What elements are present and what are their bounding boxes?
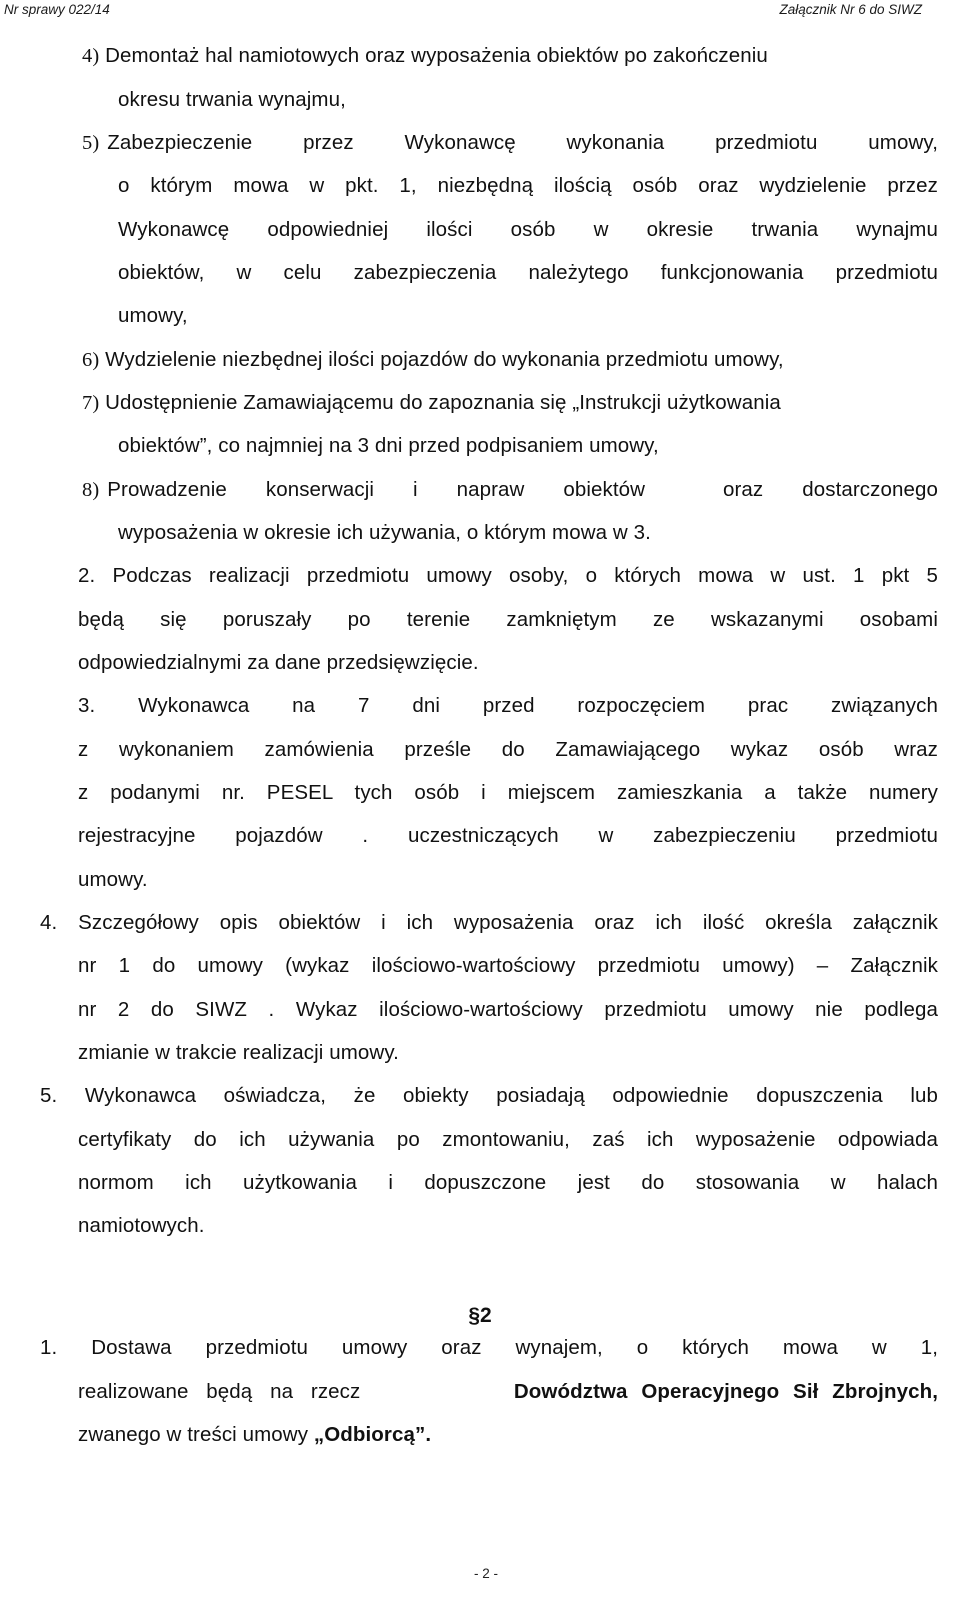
section-mark: § — [468, 1304, 480, 1327]
section-2-para-1-line-1: 1. Dostawa przedmiotu umowy oraz wynajem, o których mowa w 1, — [40, 1336, 938, 1359]
page-number: - 2 - — [473, 1566, 498, 1581]
page-header — [0, 0, 960, 20]
para-5-line-3: normom ich użytkowania i dopuszczone jest do stosowania w halach — [78, 1171, 938, 1194]
line-text: zwanego w treści umowy — [78, 1423, 309, 1446]
para-3-line-5: umowy. — [78, 868, 148, 891]
item-text: Zabezpieczenie przez Wykonawcę wykonania przedmiotu umowy, — [107, 131, 938, 154]
section-2-para-1-line-2 — [78, 1380, 938, 1404]
item-7-line-2: obiektów”, co najmniej na 3 dni przed podpisaniem umowy, — [118, 434, 659, 457]
item-6-line-1 — [82, 348, 784, 372]
item-7-line-1 — [82, 391, 781, 415]
item-text: Prowadzenie konserwacji i napraw obiektów oraz dostarczonego — [107, 478, 938, 501]
para-3-line-4: rejestracyjne pojazdów . uczestniczących w zabezpieczeniu przedmiotu — [78, 824, 938, 847]
item-5-line-5: umowy, — [118, 304, 188, 327]
attachment-label: Załącznik Nr 6 do SIWZ — [779, 2, 922, 17]
item-4-line-2: okresu trwania wynajmu, — [118, 88, 346, 111]
item-8-line-2: wyposażenia w okresie ich używania, o którym mowa w 3. — [118, 521, 651, 544]
item-5-line-3: Wykonawcę odpowiedniej ilości osób w okresie trwania wynajmu — [118, 218, 938, 241]
para-5-line-4: namiotowych. — [78, 1214, 205, 1237]
item-number: 4) — [82, 45, 100, 67]
item-number: 6) — [82, 349, 100, 371]
item-number: 5) — [82, 132, 100, 154]
case-number: Nr sprawy 022/14 — [4, 2, 110, 17]
line-text: realizowane będą na rzecz — [78, 1380, 361, 1403]
item-5-line-4: obiektów, w celu zabezpieczenia należytego funkcjonowania przedmiotu — [118, 261, 938, 284]
para-4-line-2: nr 1 do umowy (wykaz ilościowo-wartościowy przedmiotu umowy) – Załącznik — [78, 954, 938, 977]
item-8-line-1 — [82, 478, 938, 502]
item-4-line-1 — [82, 44, 768, 68]
para-4-line-3: nr 2 do SIWZ . Wykaz ilościowo-wartościowy przedmiotu umowy nie podlega — [78, 998, 938, 1021]
item-number: 7) — [82, 392, 100, 414]
para-3-line-1: 3. Wykonawca na 7 dni przed rozpoczęciem prac związanych — [78, 694, 938, 717]
para-4-line-1: 4. Szczegółowy opis obiektów i ich wyposażenia oraz ich ilość określa załącznik — [40, 911, 938, 934]
para-2-line-1: 2. Podczas realizacji przedmiotu umowy osoby, o których mowa w ust. 1 pkt 5 — [78, 564, 938, 587]
item-text: Demontaż hal namiotowych oraz wyposażenia obiektów po zakończeniu — [105, 44, 768, 67]
item-text: Udostępnienie Zamawiającemu do zapoznania się „Instrukcji użytkowania — [105, 391, 781, 414]
item-5-line-1 — [82, 131, 938, 155]
para-5-line-2: certyfikaty do ich używania po zmontowaniu, zaś ich wyposażenie odpowiada — [78, 1128, 938, 1151]
recipient-name: Dowództwa Operacyjnego Sił Zbrojnych, — [513, 1380, 938, 1403]
para-2-line-2: będą się poruszały po terenie zamkniętym ze wskazanymi osobami — [78, 608, 938, 631]
para-2-line-3: odpowiedzialnymi za dane przedsięwzięcie. — [78, 651, 479, 674]
item-number: 8) — [82, 479, 100, 501]
item-text: Wydzielenie niezbędnej ilości pojazdów do wykonania przedmiotu umowy, — [105, 348, 784, 371]
recipient-alias: „Odbiorcą”. — [313, 1423, 432, 1446]
para-5-line-1: 5. Wykonawca oświadcza, że obiekty posiadają odpowiednie dopuszczenia lub — [40, 1084, 938, 1107]
para-3-line-3: z podanymi nr. PESEL tych osób i miejscem zamieszkania a także numery — [78, 781, 938, 804]
section-2-para-1-line-3 — [78, 1423, 431, 1447]
item-5-line-2: o którym mowa w pkt. 1, niezbędną ilością osób oraz wydzielenie przez — [118, 174, 938, 197]
para-3-line-2: z wykonaniem zamówienia prześle do Zamawiającego wykaz osób wraz — [78, 738, 938, 761]
para-4-line-4: zmianie w trakcie realizacji umowy. — [78, 1041, 399, 1064]
section-heading: §2 — [468, 1304, 492, 1327]
